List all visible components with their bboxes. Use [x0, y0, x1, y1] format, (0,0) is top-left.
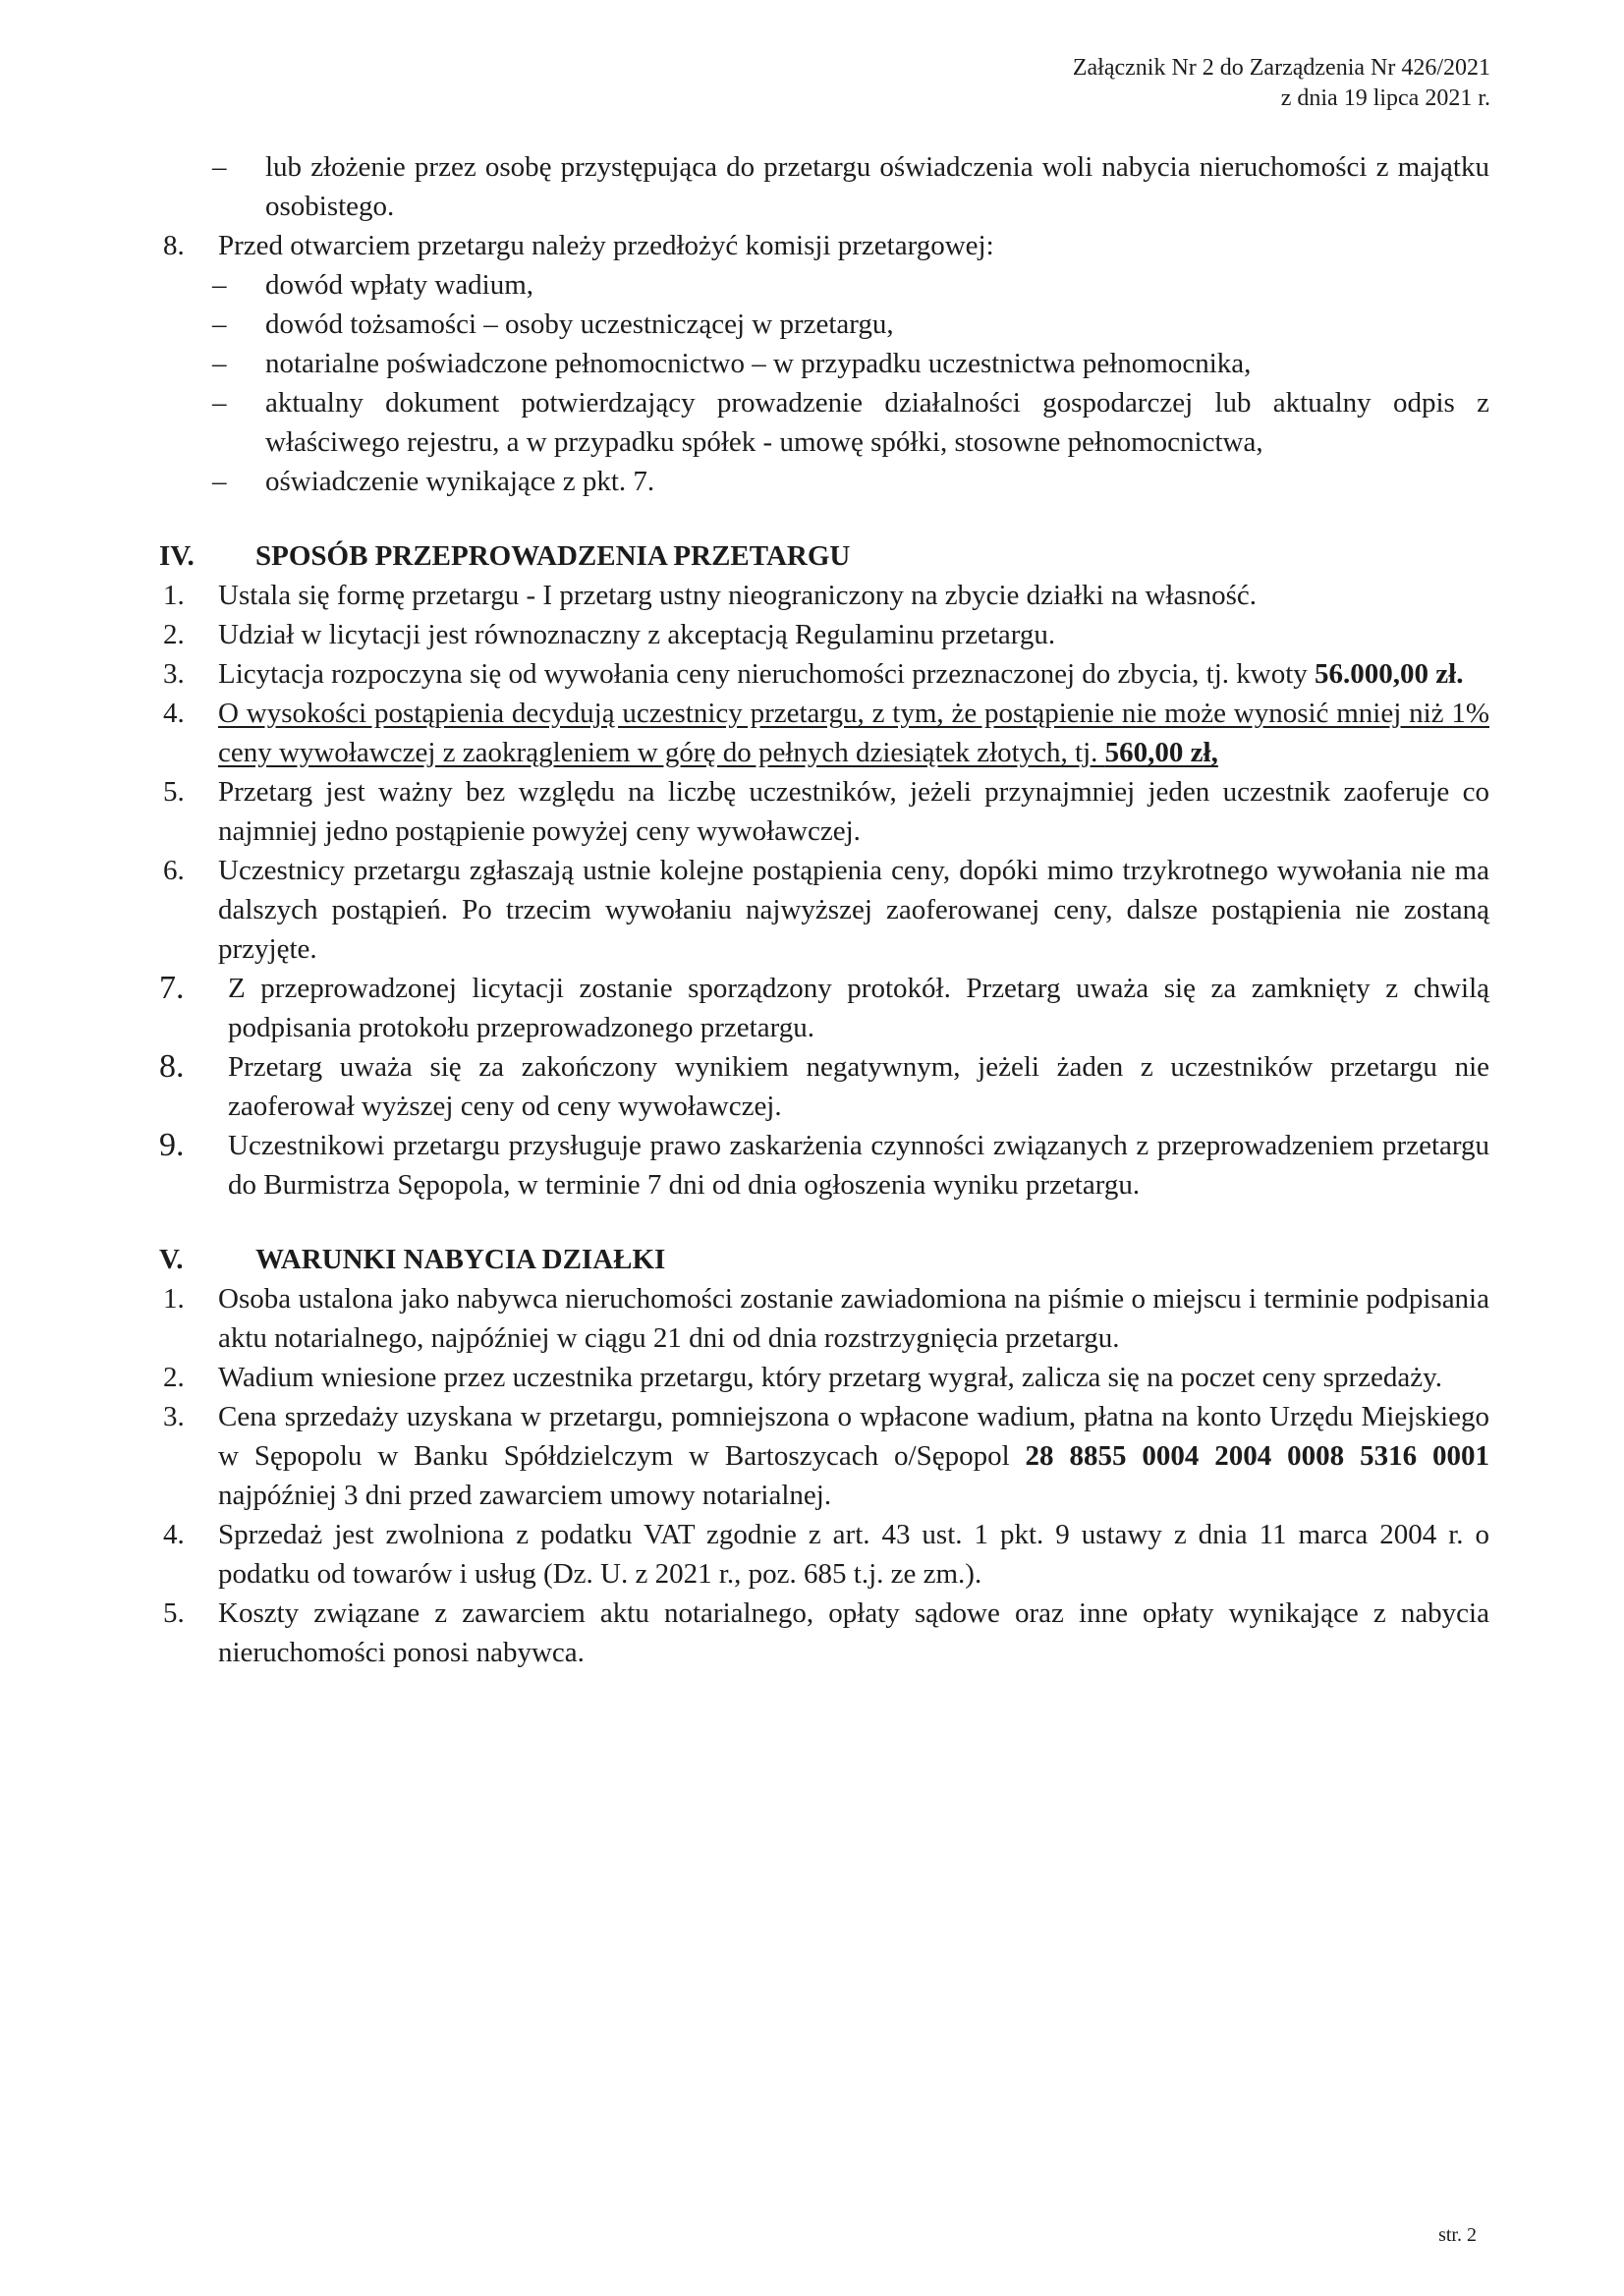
list-item-text: Uczestnicy przetargu zgłaszają ustnie kolejne postąpienia ceny, dopóki mimo trzykrotnego wywołania nie ma dalszych postąpień. Po trzecim wywołaniu najwyższej zaoferowanej ceny, dalsze postąpienia nie zostaną przyjęte. [218, 855, 1489, 965]
dash-marker: – [212, 387, 227, 419]
item-number: 6. [163, 855, 185, 886]
item-number: 4. [163, 1519, 185, 1550]
list-item [153, 344, 1489, 383]
list-item-text: Wadium wniesione przez uczestnika przetargu, który przetarg wygrał, zalicza się na poczet ceny sprzedaży. [218, 1362, 1442, 1393]
list-item [153, 462, 1489, 501]
item-number: 8. [159, 1048, 185, 1085]
section-title: SPOSÓB PRZEPROWADZENIA PRZETARGU [255, 540, 851, 572]
starting-price: 56.000,00 zł. [1315, 658, 1464, 690]
section-number: V. [159, 1244, 184, 1275]
item-number: 2. [163, 1362, 185, 1393]
list-item-text: Ustala się formę przetargu - I przetarg ustny nieograniczony na zbycie działki na własność. [218, 580, 1258, 611]
list-item-text: Osoba ustalona jako nabywca nieruchomości zostanie zawiadomiona na piśmie o miejscu i terminie podpisania aktu notarialnego, najpóźniej w ciągu 21 dni od dnia rozstrzygnięcia przetargu. [218, 1283, 1489, 1354]
minimum-increment: 560,00 zł, [1104, 737, 1218, 768]
list-item-text: dowód tożsamości – osoby uczestniczącej w przetargu, [265, 308, 894, 340]
list-item [153, 772, 1489, 851]
list-item-text: Przetarg jest ważny bez względu na liczbę uczestników, jeżeli przynajmniej jeden uczestnik zaoferuje co najmniej jedno postąpienie powyżej ceny wywoławczej. [218, 776, 1489, 847]
dash-marker: – [212, 466, 227, 497]
page-number: str. 2 [1438, 2224, 1477, 2246]
list-item [153, 576, 1489, 615]
list-item [153, 694, 1489, 772]
item-number: 9. [159, 1127, 185, 1163]
list-item-8 [153, 226, 1489, 265]
item-number: 2. [163, 619, 185, 650]
section-heading-iv [153, 536, 1489, 576]
list-item [153, 305, 1489, 344]
list-item-text: notarialne poświadczone pełnomocnictwo – w przypadku uczestnictwa pełnomocnika, [265, 348, 1252, 379]
list-item [153, 1358, 1489, 1397]
bank-account-number: 28 8855 0004 2004 0008 5316 0001 [1025, 1440, 1490, 1472]
list-item-text: Przetarg uważa się za zakończony wynikiem negatywnym, jeżeli żaden z uczestników przetargu nie zaoferował wyższej ceny od ceny wywoławczej. [228, 1051, 1489, 1122]
list-item-text: Sprzedaż jest zwolniona z podatku VAT zgodnie z art. 43 ust. 1 pkt. 9 ustawy z dnia 11 marca 2004 r. o podatku od towarów i usług (Dz. U. z 2021 r., poz. 685 t.j. ze zm.). [218, 1519, 1489, 1590]
document-body [153, 147, 1489, 1672]
header-attachment-line: Załącznik Nr 2 do Zarządzenia Nr 426/2021 [1072, 55, 1490, 81]
list-item-text: Licytacja rozpoczyna się od wywołania ceny nieruchomości przeznaczonej do zbycia, tj. kwoty [218, 658, 1316, 690]
list-item [153, 1126, 1489, 1204]
item-number: 4. [163, 698, 185, 729]
section-title: WARUNKI NABYCIA DZIAŁKI [255, 1244, 666, 1275]
list-item-text: dowód wpłaty wadium, [265, 269, 534, 301]
list-item-text: aktualny dokument potwierdzający prowadzenie działalności gospodarczej lub aktualny odpis z właściwego rejestru, a w przypadku spółek - umowę spółki, stosowne pełnomocnictwa, [265, 387, 1489, 458]
list-item-text: Przed otwarciem przetargu należy przedłożyć komisji przetargowej: [218, 230, 994, 261]
list-item [153, 615, 1489, 654]
item-number: 1. [163, 1283, 185, 1315]
list-item [153, 851, 1489, 969]
list-item-text: oświadczenie wynikające z pkt. 7. [265, 466, 655, 497]
list-item-text: Udział w licytacji jest równoznaczny z akceptacją Regulaminu przetargu. [218, 619, 1056, 650]
list-item [153, 1279, 1489, 1358]
section-number: IV. [159, 540, 195, 572]
list-item-text: Z przeprowadzonej licytacji zostanie sporządzony protokół. Przetarg uważa się za zamknięty z chwilą podpisania protokołu przeprowadzonego przetargu. [228, 973, 1489, 1043]
dash-marker: – [212, 348, 227, 379]
list-item [153, 1397, 1489, 1515]
list-item [153, 147, 1489, 226]
item-number: 5. [163, 1597, 185, 1629]
list-item [153, 1047, 1489, 1126]
item-number: 3. [163, 1401, 185, 1432]
dash-marker: – [212, 308, 227, 340]
item-number: 5. [163, 776, 185, 808]
page-header [1073, 53, 1490, 114]
list-item [153, 1594, 1489, 1672]
list-item-text: Koszty związane z zawarciem aktu notarialnego, opłaty sądowe oraz inne opłaty wynikające z nabycia nieruchomości ponosi nabywca. [218, 1597, 1489, 1668]
list-item-text: O wysokości postąpienia decydują uczestnicy przetargu, z tym, że postąpienie nie może wynosić mniej niż 1% ceny wywoławczej z zaokrągleniem w górę do pełnych dziesiątek złotych, tj. [218, 698, 1489, 768]
list-item [153, 265, 1489, 305]
dash-marker: – [212, 269, 227, 301]
list-item [153, 1515, 1489, 1594]
section-heading-v [153, 1240, 1489, 1279]
list-item [153, 654, 1489, 694]
list-item-text: Cena sprzedaży uzyskana w przetargu, pomniejszona o wpłacone wadium, płatna na konto Urzędu Miejskiego w Sępopolu w Banku Spółdzielczym w Bartoszycach o/Sępopol [218, 1401, 1489, 1472]
list-item [153, 383, 1489, 462]
item-number: 1. [163, 580, 185, 611]
item-number: 8. [163, 230, 185, 261]
list-item [153, 969, 1489, 1047]
item-number: 3. [163, 658, 185, 690]
list-item-text: lub złożenie przez osobę przystępująca do przetargu oświadczenia woli nabycia nieruchomości z majątku osobistego. [265, 151, 1489, 222]
dash-marker: – [212, 151, 227, 183]
item-number: 7. [159, 970, 185, 1006]
list-item-text: najpóźniej 3 dni przed zawarciem umowy notarialnej. [218, 1480, 832, 1511]
header-date-line: z dnia 19 lipca 2021 r. [1280, 85, 1490, 111]
list-item-text: Uczestnikowi przetargu przysługuje prawo zaskarżenia czynności związanych z przeprowadzeniem przetargu do Burmistrza Sępopola, w terminie 7 dni od dnia ogłoszenia wyniku przetargu. [228, 1130, 1489, 1201]
